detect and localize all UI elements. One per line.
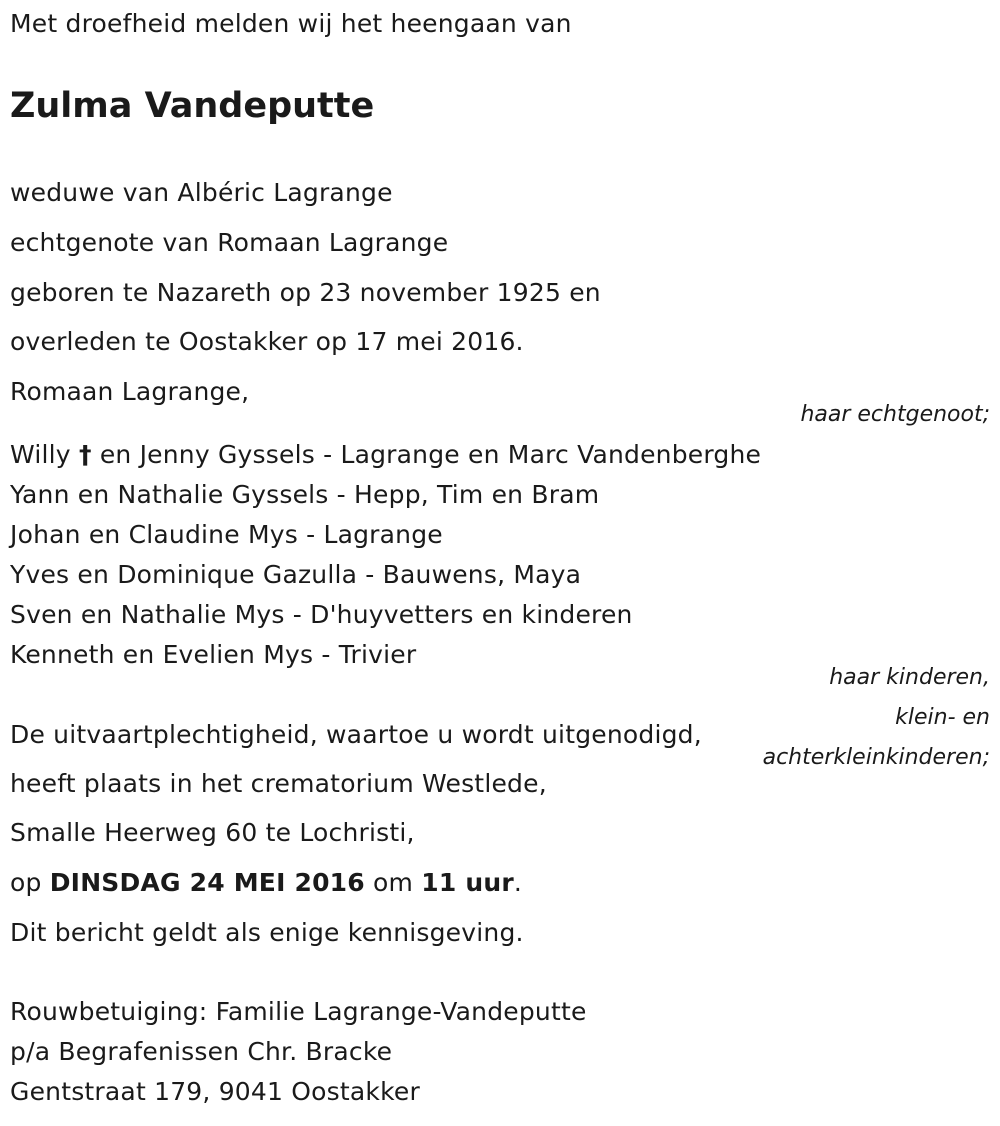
family-line: Yves en Dominique Gazulla - Bauwens, Maya [10,560,582,589]
notice-text: Dit bericht geldt als enige kennisgeving. [10,918,524,947]
condolence-line: p/a Begrafenissen Chr. Bracke [10,1037,393,1066]
family-name-rest: en Jenny Gyssels - Lagrange en Marc Vandenberghe [99,440,762,469]
family-line: Sven en Nathalie Mys - D'huyvetters en kinderen [10,600,633,629]
deceased-name: Zulma Vandeputte [10,86,375,126]
time-suffix: . [513,868,523,897]
ceremony-location: heeft plaats in het crematorium Westlede, [10,769,547,798]
family-relation-great-grandchildren: achterkleinkinderen; [762,745,990,770]
intro-text: Met droefheid melden wij het heengaan van [10,9,572,38]
ceremony-invite: De uitvaartplechtigheid, waartoe u wordt uitgenodigd, [10,720,702,749]
date-prefix: op [10,868,42,897]
detail-widow: weduwe van Albéric Lagrange [10,178,393,207]
detail-died: overleden te Oostakker op 17 mei 2016. [10,327,524,356]
family-line [10,440,761,470]
family-name-start: Willy [10,440,71,469]
spouse-name: Romaan Lagrange, [10,377,250,406]
cross-icon: † [78,440,92,469]
family-line: Johan en Claudine Mys - Lagrange [10,520,443,549]
detail-born: geboren te Nazareth op 23 november 1925 en [10,278,601,307]
spouse-relation: haar echtgenoot; [800,402,990,427]
detail-spouse: echtgenote van Romaan Lagrange [10,228,449,257]
family-relation-children: haar kinderen, [829,665,990,690]
ceremony-datetime [10,868,522,898]
family-line: Kenneth en Evelien Mys - Trivier [10,640,417,669]
time-prefix: om [373,868,414,897]
family-line: Yann en Nathalie Gyssels - Hepp, Tim en Bram [10,480,600,509]
condolence-line: Rouwbetuiging: Familie Lagrange-Vandeputte [10,997,587,1026]
ceremony-date: DINSDAG 24 MEI 2016 [49,868,365,897]
ceremony-address: Smalle Heerweg 60 te Lochristi, [10,818,415,847]
ceremony-time: 11 uur [421,868,514,897]
family-relation-grandchildren: klein- en [895,705,990,730]
condolence-line: Gentstraat 179, 9041 Oostakker [10,1077,420,1106]
